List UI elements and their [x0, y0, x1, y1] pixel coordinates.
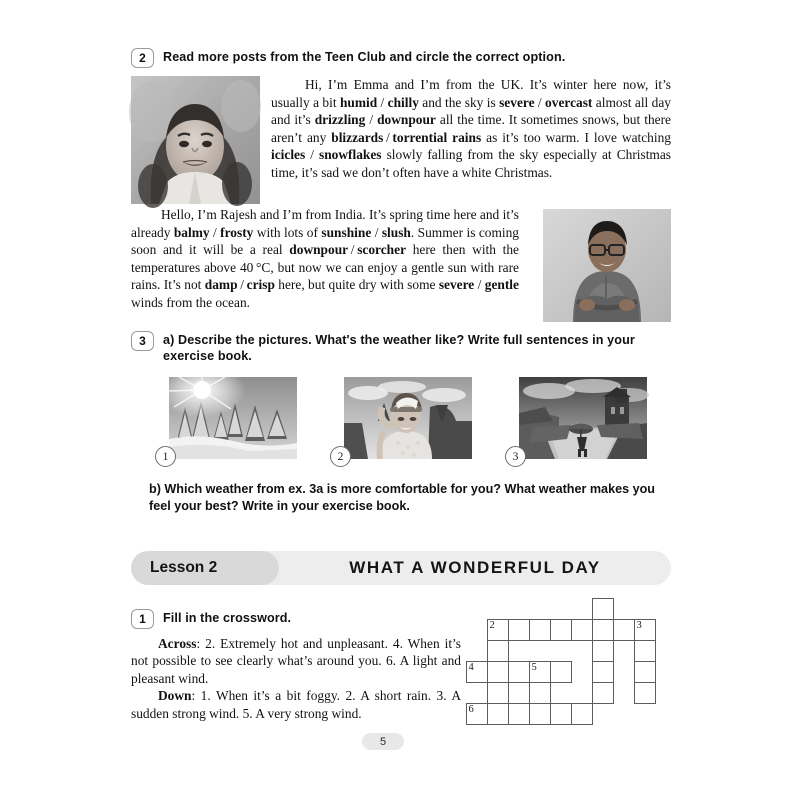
- exercise-2: [131, 48, 671, 334]
- crossword-cell-start-3[interactable]: [634, 619, 656, 641]
- crossword-cell[interactable]: [487, 682, 509, 704]
- crossword-cell[interactable]: [529, 619, 551, 641]
- crossword-cell[interactable]: [487, 703, 509, 725]
- down-clues: [131, 687, 461, 722]
- picture-1-snow: [162, 377, 297, 463]
- rajesh-post-text: [131, 206, 519, 312]
- exercise-3-picture-row: [149, 377, 671, 465]
- exercise-2-body: [131, 76, 671, 334]
- crossword-clues: [131, 635, 461, 722]
- crossword-cell-start-6[interactable]: [466, 703, 488, 725]
- emma-portrait-image: [131, 76, 260, 204]
- emma-post-paragraph: Hi, I’m Emma and I’m from the UK. It’s winter here now, it’s usually a bit humid / chilly and the sky is severe / overcast almost all day and it’s drizzling / downpour all the time. It sometimes snows, but there aren’t any blizzards / torrential rains as it’s too warm. I love watching icicles / snowflakes slowly falling from the sky especially at Christmas time, it’s sad we don’t often have a white Christmas.: [271, 77, 672, 180]
- crossword-cell[interactable]: [592, 661, 614, 683]
- page-number: 5: [362, 733, 404, 750]
- exercise-3-number-badge: 3: [131, 331, 154, 351]
- picture-2-heat: [337, 377, 472, 463]
- crossword-cell[interactable]: [634, 640, 656, 662]
- crossword-clue-number: 3: [636, 620, 642, 631]
- crossword-clue-number: 2: [489, 620, 495, 631]
- crossword-cell[interactable]: [550, 661, 572, 683]
- lesson-tab: Lesson 2: [131, 551, 279, 585]
- crossword-cell[interactable]: [487, 640, 509, 662]
- crossword-cell-start-4[interactable]: [466, 661, 488, 683]
- rajesh-portrait-image: [543, 209, 671, 322]
- exercise-3: [131, 331, 671, 513]
- crossword-cell[interactable]: [634, 661, 656, 683]
- rainy-castle-path-image: [519, 377, 647, 459]
- crossword-cell-start-5[interactable]: [529, 661, 551, 683]
- exercise-3a-title: a) Describe the pictures. What's the weather like? Write full sentences in your exercise book.: [163, 333, 635, 364]
- crossword-cell[interactable]: [529, 682, 551, 704]
- snowy-forest-image: [169, 377, 297, 459]
- across-clues: [131, 635, 461, 687]
- crossword-clue-number: 4: [468, 662, 474, 673]
- crossword-cell[interactable]: [550, 703, 572, 725]
- crossword-cell-start-2[interactable]: [487, 619, 509, 641]
- crossword-cell[interactable]: [592, 619, 614, 641]
- lesson-header: [131, 551, 671, 587]
- exercise-1-heading: [131, 609, 461, 629]
- exercise-2-number-badge: 2: [131, 48, 154, 68]
- crossword-cell[interactable]: [508, 703, 530, 725]
- emma-portrait-photo: [131, 76, 260, 204]
- crossword-cell[interactable]: [508, 661, 530, 683]
- crossword-cell[interactable]: [550, 619, 572, 641]
- exercise-1-number-badge: 1: [131, 609, 154, 629]
- crossword-cell[interactable]: [571, 619, 593, 641]
- lesson-title: WHAT A WONDERFUL DAY: [349, 558, 601, 577]
- picture-3-rain: [512, 377, 647, 463]
- crossword-cell[interactable]: [592, 640, 614, 662]
- emma-post-text: [271, 76, 671, 182]
- crossword-clue-number: 6: [468, 704, 474, 715]
- crossword-cell[interactable]: [592, 682, 614, 704]
- crossword-cell[interactable]: [508, 619, 530, 641]
- rajesh-post-paragraph: Hello, I’m Rajesh and I’m from India. It’s spring time here and it’s already balmy / frosty with lots of sunshine / slush. Summer is coming soon and it will be a real downpour / scorcher here then with the temperatures above 40 °C, but now we can enjoy a gentle sun with rare rains. It’s not damp / crisp here, but quite dry with some severe / gentle winds from the ocean.: [131, 207, 519, 310]
- picture-2-number: 2: [330, 446, 351, 467]
- hot-weather-woman-image: [344, 377, 472, 459]
- rajesh-portrait-photo: [543, 209, 671, 322]
- exercise-2-title: Read more posts from the Teen Club and circle the correct option.: [163, 50, 566, 64]
- exercise-3b-title: b) Which weather from ex. 3a is more comfortable for you? What weather makes you feel your best? Write in your exercise book.: [149, 482, 655, 513]
- crossword-cell[interactable]: [634, 682, 656, 704]
- picture-1-number: 1: [155, 446, 176, 467]
- down-label: Down: [158, 688, 192, 704]
- across-text: : 2. Extremely hot and unpleasant. 4. When it’s not possible to see clearly what’s around you. 6. A light and pleasant wind.: [131, 636, 461, 686]
- across-label: Across: [158, 636, 197, 651]
- down-text: : 1. When it’s a bit foggy. 2. A short rain. 3. A sudden strong wind. 5. A very strong wind.: [131, 688, 461, 721]
- crossword-cell[interactable]: [487, 661, 509, 683]
- crossword-cell[interactable]: [571, 703, 593, 725]
- picture-3-number: 3: [505, 446, 526, 467]
- exercise-2-heading: [131, 48, 671, 68]
- exercise-3-heading: [131, 331, 671, 364]
- crossword-cell[interactable]: [592, 598, 614, 620]
- exercise-1: [131, 609, 461, 722]
- crossword-cell[interactable]: [529, 703, 551, 725]
- crossword-cell[interactable]: [613, 619, 635, 641]
- exercise-1-title: Fill in the crossword.: [163, 611, 292, 625]
- crossword-clue-number: 5: [531, 662, 537, 673]
- crossword-grid[interactable]: [466, 598, 652, 734]
